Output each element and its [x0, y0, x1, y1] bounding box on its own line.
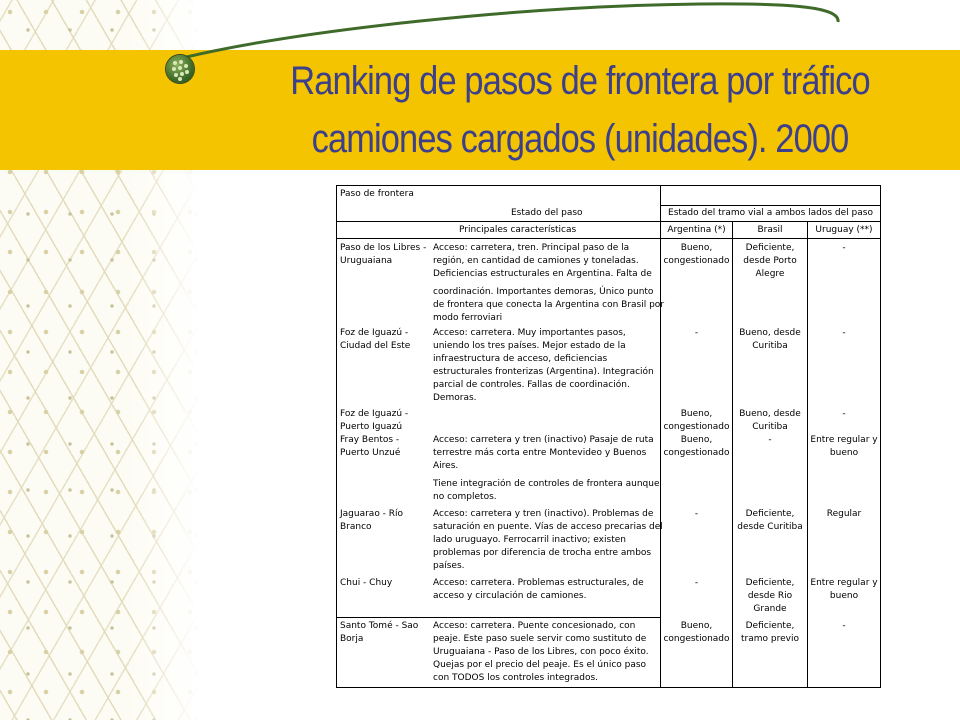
- border-crossings-table: [336, 185, 881, 688]
- row-caracteristicas-cont: Tiene integración de controles de frontera aunque no completos.: [433, 479, 660, 502]
- row-uruguay: -: [842, 621, 846, 631]
- row-brasil: Deficiente, tramo previo: [741, 621, 799, 644]
- row-caracteristicas: Acceso: carretera y tren (inactivo) Pasaje de ruta terrestre más corta entre Montevideo y Buenos Aires.: [433, 435, 654, 471]
- row-paso: Santo Tomé - Sao Borja: [340, 621, 419, 644]
- header-argentina: Argentina (*): [667, 225, 726, 235]
- header-paso: Paso de frontera: [340, 189, 414, 199]
- row-brasil: Bueno, desde Curitiba: [739, 328, 801, 351]
- row-brasil: Deficiente, desde Curitiba: [737, 509, 803, 532]
- header-estado: Estado del paso: [511, 208, 583, 218]
- row-argentina: -: [694, 509, 699, 519]
- table-rule: [660, 205, 881, 206]
- row-argentina: Bueno, congestionado: [663, 435, 730, 458]
- row-caracteristicas: Acceso: carretera. Puente concesionado, con peaje. Este paso suele servir como sustituto de Uruguaiana - Paso de los Libres, con poco éxito. Quejas por el precio del peaje. Es el único paso con TODOS los controles integrados.: [433, 621, 649, 683]
- row-uruguay: -: [842, 409, 846, 419]
- title-line-2: camiones cargados (unidades). 2000: [311, 117, 849, 161]
- row-argentina: Bueno, congestionado: [663, 243, 730, 266]
- bullet-orb-icon: [166, 55, 194, 83]
- table-rule: [337, 617, 660, 618]
- row-caracteristicas: Acceso: carretera, tren. Principal paso de la región, en cantidad de camiones y toneladas. Deficiencias estructurales en Argentina. Falta de: [433, 243, 652, 279]
- row-paso: Paso de los Libres - Uruguaiana: [340, 243, 427, 266]
- row-brasil: Deficiente, desde Rio Grande: [745, 578, 795, 614]
- row-uruguay: -: [842, 328, 846, 338]
- table-rule: [337, 238, 880, 239]
- row-argentina: Bueno, congestionado: [663, 409, 730, 432]
- row-brasil: -: [768, 435, 772, 445]
- header-caracteristicas: Principales características: [459, 225, 577, 235]
- slide-title: [253, 52, 907, 168]
- row-paso: Foz de Iguazú - Puerto Iguazú: [340, 409, 409, 432]
- row-uruguay: Regular: [826, 509, 862, 519]
- row-caracteristicas: Acceso: carretera y tren (inactivo). Problemas de saturación en puente. Vías de acceso precarias del lado uruguayo. Ferrocarril inactivo; existen problemas por diferencia de trocha entre ambos países.: [433, 509, 663, 571]
- row-paso: Fray Bentos - Puerto Unzué: [340, 435, 401, 458]
- header-uruguay: Uruguay (**): [815, 225, 873, 235]
- title-line-1: Ranking de pasos de frontera por tráfico: [290, 59, 870, 103]
- row-argentina: -: [694, 578, 699, 588]
- row-argentina: Bueno, congestionado: [663, 621, 730, 644]
- row-caracteristicas-cont: coordinación. Importantes demoras, Único punto de frontera que conecta la Argentina con Brasil por modo ferroviari: [433, 287, 665, 323]
- row-brasil: Deficiente, desde Porto Alegre: [743, 243, 797, 279]
- row-paso: Chui - Chuy: [340, 578, 393, 588]
- row-argentina: -: [694, 328, 699, 338]
- row-brasil: Bueno, desde Curitiba: [739, 409, 801, 432]
- header-brasil: Brasil: [757, 225, 783, 235]
- table-rule: [732, 221, 733, 687]
- row-uruguay: -: [842, 243, 846, 253]
- table-rule: [337, 221, 880, 222]
- header-estado-tramo: Estado del tramo vial a ambos lados del paso: [668, 208, 873, 218]
- row-paso: Foz de Iguazú - Ciudad del Este: [340, 328, 411, 351]
- row-uruguay: Entre regular y bueno: [810, 578, 878, 601]
- row-caracteristicas: Acceso: carretera. Problemas estructurales, de acceso y circulación de camiones.: [433, 578, 644, 601]
- row-uruguay: Entre regular y bueno: [810, 435, 878, 458]
- row-paso: Jaguarao - Río Branco: [340, 509, 404, 532]
- row-caracteristicas: Acceso: carretera. Muy importantes pasos, uniendo los tres países. Mejor estado de la infraestructura de acceso, deficiencias estructurales fronterizas (Argentina). Integración parcial de controles. Fallas de coordinación. Demoras.: [433, 328, 654, 403]
